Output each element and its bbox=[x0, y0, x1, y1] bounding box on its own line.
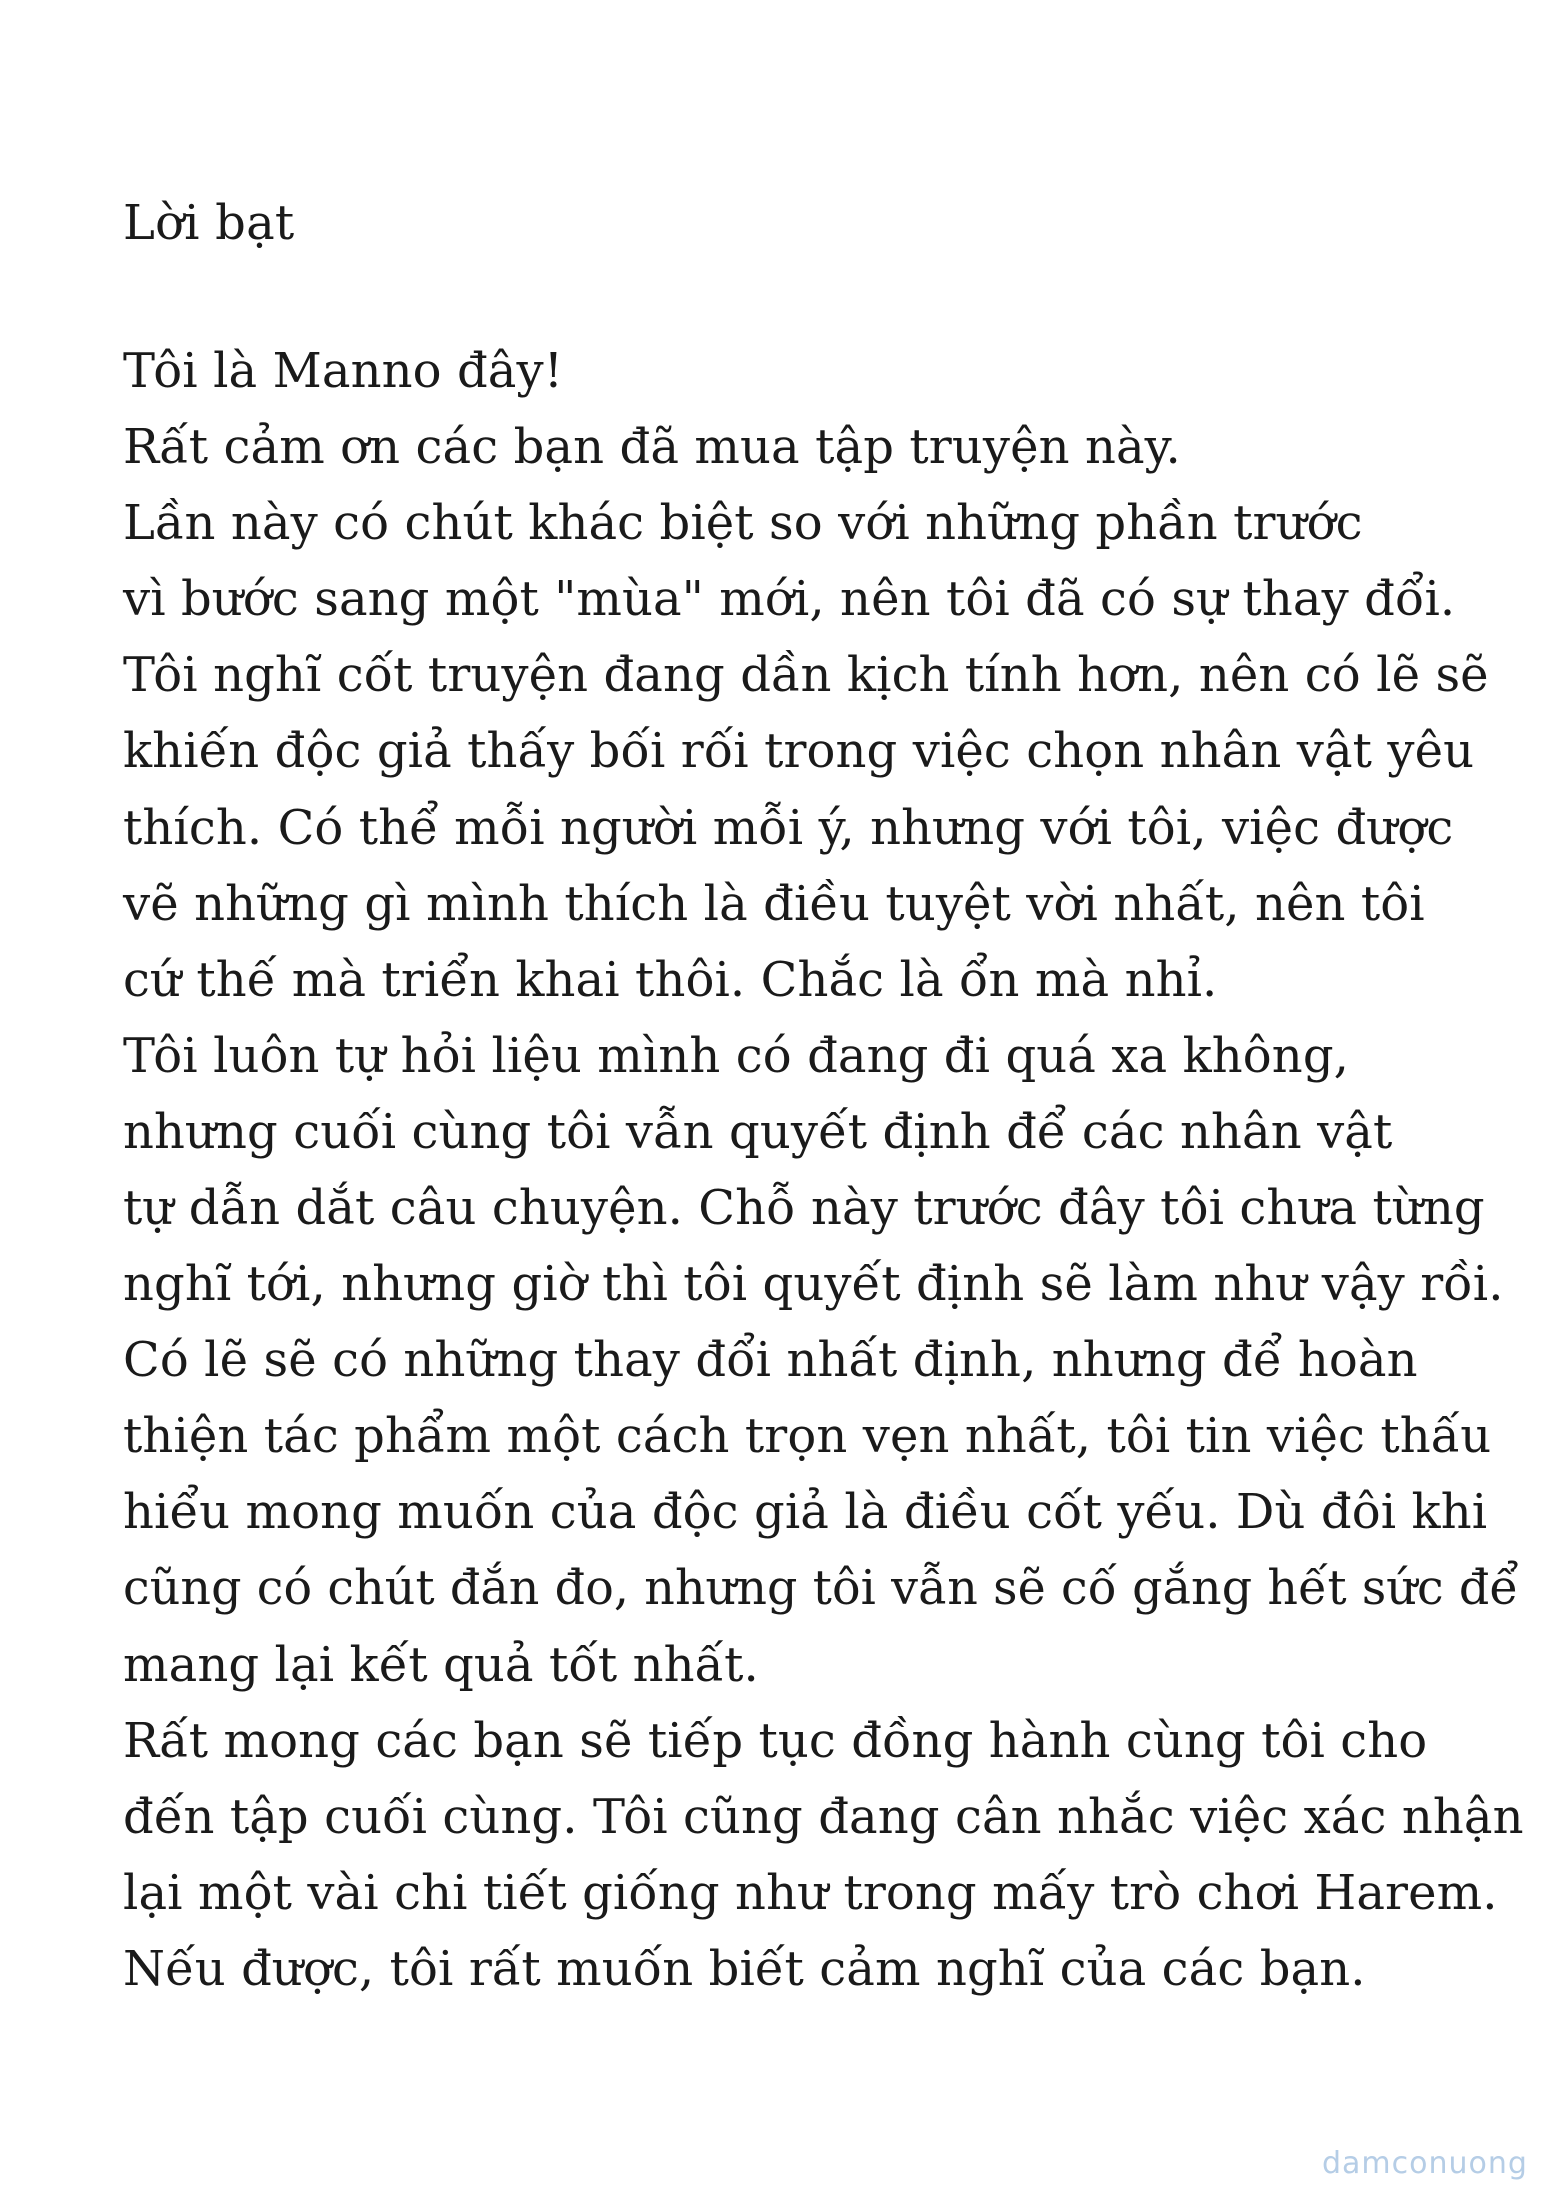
body-line: khiến độc giả thấy bối rối trong việc chọn nhân vật yêu bbox=[123, 723, 1475, 780]
body-line: hiểu mong muốn của độc giả là điều cốt yếu. Dù đôi khi bbox=[123, 1484, 1488, 1541]
body-line: nhưng cuối cùng tôi vẫn quyết định để các nhân vật bbox=[123, 1103, 1393, 1160]
body-line: nghĩ tới, nhưng giờ thì tôi quyết định sẽ làm như vậy rồi. bbox=[123, 1256, 1504, 1313]
body-line: tự dẫn dắt câu chuyện. Chỗ này trước đây tôi chưa từng bbox=[123, 1180, 1485, 1237]
page-title: Lời bạt bbox=[123, 195, 295, 251]
body-line: Có lẽ sẽ có những thay đổi nhất định, nhưng để hoàn bbox=[123, 1332, 1418, 1389]
body-line: cứ thế mà triển khai thôi. Chắc là ổn mà nhỉ. bbox=[123, 951, 1218, 1008]
body-line: mang lại kết quả tốt nhất. bbox=[123, 1636, 759, 1693]
body-line: thiện tác phẩm một cách trọn vẹn nhất, tôi tin việc thấu bbox=[123, 1408, 1492, 1465]
body-line: cũng có chút đắn đo, nhưng tôi vẫn sẽ cố gắng hết sức để bbox=[123, 1560, 1519, 1616]
body-line: vì bước sang một "mùa" mới, nên tôi đã có sự thay đổi. bbox=[123, 571, 1456, 628]
watermark: damconuong bbox=[1322, 2146, 1528, 2181]
body-line: đến tập cuối cùng. Tôi cũng đang cân nhắc việc xác nhận bbox=[123, 1788, 1524, 1845]
body-line: Nếu được, tôi rất muốn biết cảm nghĩ của các bạn. bbox=[123, 1940, 1366, 1997]
body-line: Tôi nghĩ cốt truyện đang dần kịch tính hơn, nên có lẽ sẽ bbox=[123, 647, 1489, 704]
body-line: Rất cảm ơn các bạn đã mua tập truyện này. bbox=[123, 419, 1181, 476]
body-line: lại một vài chi tiết giống như trong mấy trò chơi Harem. bbox=[123, 1864, 1498, 1921]
body-line: Tôi luôn tự hỏi liệu mình có đang đi quá xa không, bbox=[123, 1027, 1349, 1084]
body-line: thích. Có thể mỗi người mỗi ý, nhưng với tôi, việc được bbox=[123, 799, 1454, 856]
body-line: Lần này có chút khác biệt so với những phần trước bbox=[123, 495, 1363, 552]
body-line: Rất mong các bạn sẽ tiếp tục đồng hành cùng tôi cho bbox=[123, 1712, 1428, 1769]
body-line: Tôi là Manno đây! bbox=[123, 343, 564, 399]
afterword-body bbox=[123, 333, 1524, 2007]
body-line: vẽ những gì mình thích là điều tuyệt vời nhất, nên tôi bbox=[123, 875, 1425, 932]
